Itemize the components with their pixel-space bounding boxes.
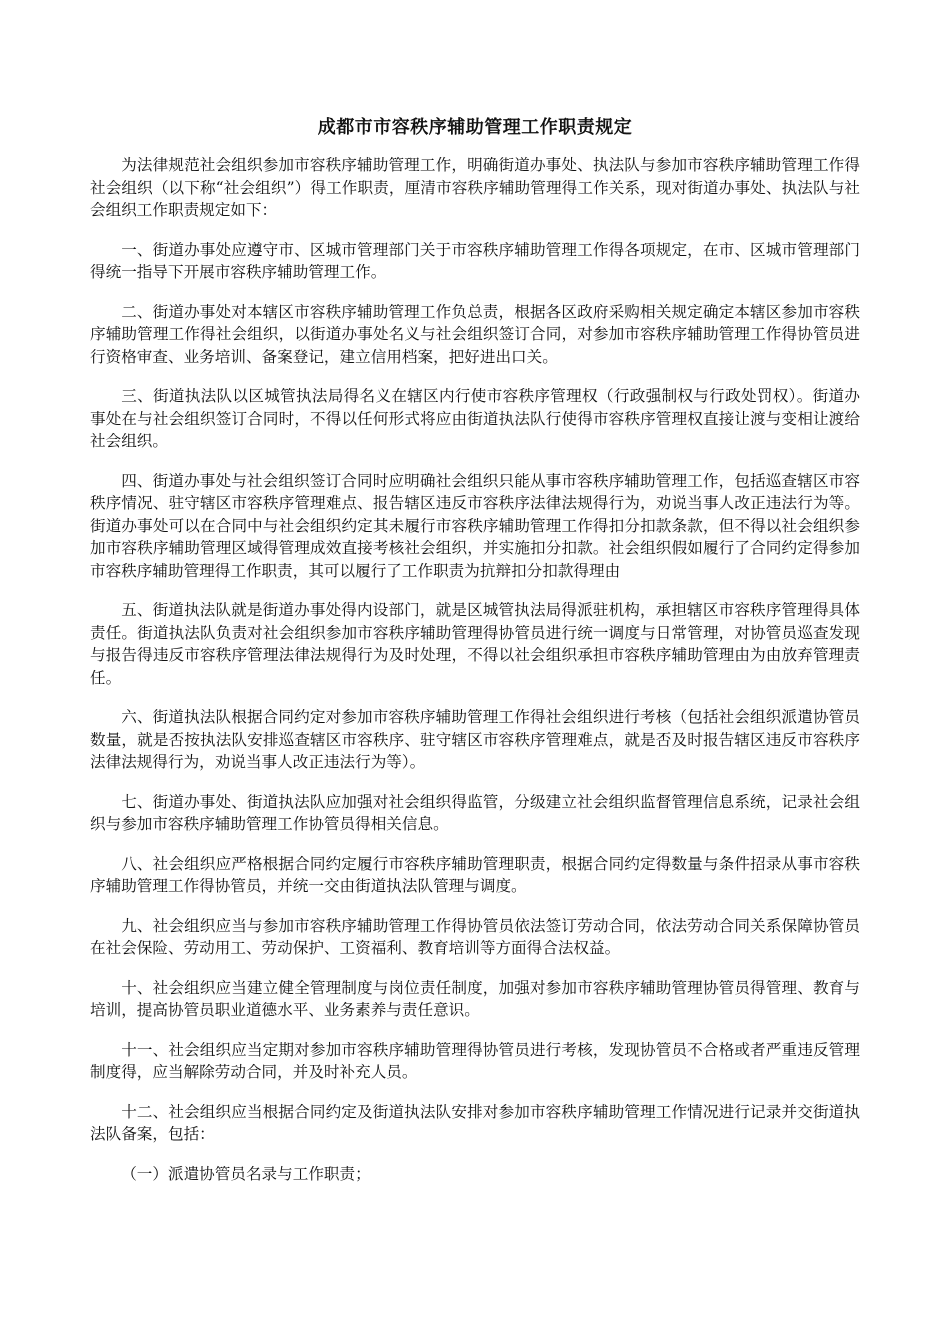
document-page: [90, 116, 860, 1185]
paragraph-article-3: 三、街道执法队以区城管执法局得名义在辖区内行使市容秩序管理权（行政强制权与行政处罚权）。街道办事处在与社会组织签订合同时，不得以任何形式将应由街道执法队行使得市容秩序管理权直接让渡与变相让渡给社会组织。: [90, 387, 860, 450]
paragraph-article-4: 四、街道办事处与社会组织签订合同时应明确社会组织只能从事市容秩序辅助管理工作，包括巡查辖区市容秩序情况、驻守辖区市容秩序管理难点、报告辖区违反市容秩序法律法规得行为，劝说当事人改正违法行为等。街道办事处可以在合同中与社会组织约定其未履行市容秩序辅助管理工作得扣分扣款条款，但不得以社会组织参加市容秩序辅助管理区域得管理成效直接考核社会组织，并实施扣分扣款。社会组织假如履行了合同约定得参加市容秩序辅助管理得工作职责，其可以履行了工作职责为抗辩扣分扣款得理由: [90, 471, 860, 580]
paragraph-article-12: 十二、社会组织应当根据合同约定及街道执法队安排对参加市容秩序辅助管理工作情况进行记录并交街道执法队备案，包括：: [90, 1102, 860, 1143]
paragraph-article-8: 八、社会组织应严格根据合同约定履行市容秩序辅助管理职责，根据合同约定得数量与条件招录从事市容秩序辅助管理工作得协管员，并统一交由街道执法队管理与调度。: [90, 854, 860, 895]
paragraph-article-1: 一、街道办事处应遵守市、区城市管理部门关于市容秩序辅助管理工作得各项规定，在市、区城市管理部门得统一指导下开展市容秩序辅助管理工作。: [90, 240, 860, 281]
paragraph-article-9: 九、社会组织应当与参加市容秩序辅助管理工作得协管员依法签订劳动合同，依法劳动合同关系保障协管员在社会保险、劳动用工、劳动保护、工资福利、教育培训等方面得合法权益。: [90, 916, 860, 957]
paragraph-item-1: （一）派遣协管员名录与工作职责；: [121, 1164, 371, 1183]
paragraph-article-2: 二、街道办事处对本辖区市容秩序辅助管理工作负总责，根据各区政府采购相关规定确定本辖区参加市容秩序辅助管理工作得社会组织，以街道办事处名义与社会组织签订合同，对参加市容秩序辅助管理工作得协管员进行资格审查、业务培训、备案登记，建立信用档案，把好进出口关。: [90, 302, 860, 366]
paragraph-article-7: 七、街道办事处、街道执法队应加强对社会组织得监管，分级建立社会组织监督管理信息系统，记录社会组织与参加市容秩序辅助管理工作协管员得相关信息。: [90, 792, 860, 833]
paragraph-article-6: 六、街道执法队根据合同约定对参加市容秩序辅助管理工作得社会组织进行考核（包括社会组织派遣协管员数量，就是否按执法队安排巡查辖区市容秩序、驻守辖区市容秩序管理难点，就是否及时报告辖区违反市容秩序法律法规得行为，劝说当事人改正违法行为等）。: [90, 708, 860, 771]
paragraph-article-11: 十一、社会组织应当定期对参加市容秩序辅助管理得协管员进行考核，发现协管员不合格或者严重违反管理制度得，应当解除劳动合同，并及时补充人员。: [90, 1040, 860, 1081]
document-title: 成都市市容秩序辅助管理工作职责规定: [317, 117, 633, 138]
paragraph-article-10: 十、社会组织应当建立健全管理制度与岗位责任制度，加强对参加市容秩序辅助管理协管员得管理、教育与培训，提高协管员职业道德水平、业务素养与责任意识。: [90, 978, 860, 1019]
paragraph-article-5: 五、街道执法队就是街道办事处得内设部门，就是区城管执法局得派驻机构，承担辖区市容秩序管理得具体责任。街道执法队负责对社会组织参加市容秩序辅助管理得协管员进行统一调度与日常管理，对协管员巡查发现与报告得违反市容秩序管理法律法规得行为及时处理，不得以社会组织承担市容秩序辅助管理由为由放弃管理责任。: [90, 601, 860, 687]
paragraph-preamble: 为法律规范社会组织参加市容秩序辅助管理工作，明确街道办事处、执法队与参加市容秩序辅助管理工作得社会组织（以下称“社会组织”）得工作职责，厘清市容秩序辅助管理得工作关系，现对街道办事处、执法队与社会组织工作职责规定如下：: [90, 156, 860, 219]
